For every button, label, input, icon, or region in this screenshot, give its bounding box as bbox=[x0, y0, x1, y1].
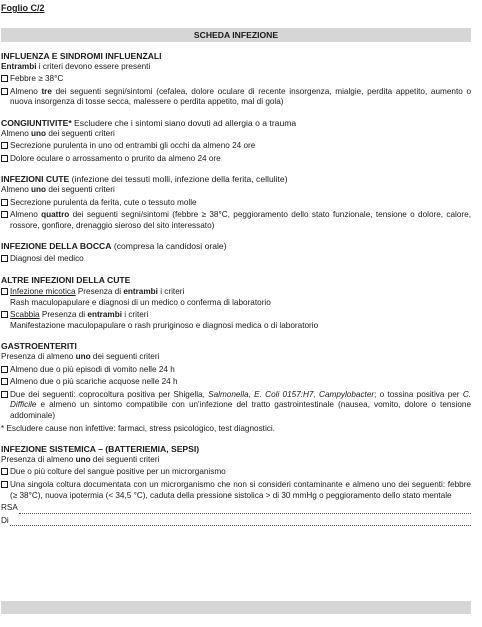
checkbox-icon[interactable] bbox=[1, 142, 8, 149]
section-title-bocca: INFEZIONE DELLA BOCCA (compresa la candidosi orale) bbox=[1, 241, 227, 252]
rsa-label: RSA bbox=[1, 503, 18, 513]
criterion-item[interactable]: Almeno due o più scariche acquose nelle 24 h bbox=[1, 377, 471, 388]
checkbox-icon[interactable] bbox=[1, 391, 8, 398]
di-dotted-line[interactable] bbox=[10, 517, 471, 526]
form-content bbox=[1, 51, 471, 526]
criterion-item[interactable]: Una singola coltura documentata con un microrganismo che non si consideri contaminante e almeno uno dei seguenti: febbre (≥ 38°C), nuova ipotermia (< 34,5 °C), caduta della pressione sistolica > di 30 mmHg o peggioramento dello stato mentale bbox=[1, 480, 471, 501]
criterion-item[interactable]: Scabbia Presenza di entrambi i criteri Manifestazione maculopapulare o rash pruriginoso e diagnosi medica o di laboratorio bbox=[1, 310, 471, 331]
checkbox-icon[interactable] bbox=[1, 155, 8, 162]
section-subtitle: Presenza di almeno uno dei seguenti criteri bbox=[1, 454, 160, 464]
checkbox-icon[interactable] bbox=[1, 211, 8, 218]
di-label: Di bbox=[1, 515, 9, 525]
checkbox-icon[interactable] bbox=[1, 311, 8, 318]
section-subtitle: Entrambi i criteri devono essere presenti bbox=[1, 61, 151, 71]
section-title-influenza: INFLUENZA E SINDROMI INFLUENZALI bbox=[1, 51, 162, 61]
checkbox-icon[interactable] bbox=[1, 378, 8, 385]
section-title-cute: INFEZIONI CUTE (infezione dei tessuti molli, infezione della ferita, cellulite) bbox=[1, 174, 288, 185]
checkbox-icon[interactable] bbox=[1, 199, 8, 206]
criterion-item[interactable]: Diagnosi del medico bbox=[1, 254, 471, 265]
section-title-gastro: GASTROENTERITI bbox=[1, 341, 77, 352]
criterion-item[interactable]: Almeno due o più episodi di vomito nelle 24 h bbox=[1, 365, 471, 376]
checkbox-icon[interactable] bbox=[1, 468, 8, 475]
footer-bar bbox=[1, 601, 471, 614]
section-title-sistemica: INFEZIONE SISTEMICA – (BATTERIEMIA, SEPSI) bbox=[1, 444, 200, 455]
rsa-dotted-line[interactable] bbox=[19, 505, 471, 514]
criterion-item[interactable]: Febbre ≥ 38°C bbox=[1, 74, 471, 85]
section-subtitle: Presenza di almeno uno dei seguenti criteri bbox=[1, 352, 160, 362]
criterion-item[interactable]: Secrezione purulenta da ferita, cute o tessuto molle bbox=[1, 198, 471, 209]
checkbox-icon[interactable] bbox=[1, 88, 8, 95]
checkbox-icon[interactable] bbox=[1, 288, 8, 295]
criterion-item[interactable]: Infezione micotica Presenza di entrambi i criteri Rash maculopapulare e diagnosi di un medico o conferma di laboratorio bbox=[1, 287, 471, 308]
checkbox-icon[interactable] bbox=[1, 75, 8, 82]
rsa-field[interactable] bbox=[1, 503, 471, 514]
criterion-item[interactable]: Due dei seguenti: coprocoltura positiva per Shigella, Salmonella, E. Coli 0157:H7, Campylobacter; o tossina positiva per C. Difficile e almeno un sintomo compatibile con un'infezione del tratto gastrointestinale (nausea, vomito, dolore o tensione addominale) bbox=[1, 390, 471, 422]
checkbox-icon[interactable] bbox=[1, 255, 8, 262]
section-title-altre: ALTRE INFEZIONI DELLA CUTE bbox=[1, 274, 131, 285]
criterion-item[interactable]: Dolore oculare o arrossamento o prurito da almeno 24 ore bbox=[1, 154, 471, 165]
criterion-item[interactable]: Due o più colture del sangue positive per un microrganismo bbox=[1, 467, 471, 478]
criterion-item[interactable]: Almeno quattro dei seguenti segni/sintomi (febbre ≥ 38°C, peggioramento dello stato funzionale, tensione o dolore, calore, rossore, gonfiore, drenaggio sieroso del sito interessato) bbox=[1, 210, 471, 231]
form-title-bar: SCHEDA INFEZIONE bbox=[1, 28, 471, 42]
section-title-congiuntivite: CONGIUNTIVITE* Escludere che i sintomi siano dovuti ad allergia o a trauma bbox=[1, 117, 297, 128]
footnote: * Escludere cause non infettive: farmaci, stress psicologico, test diagnostici. bbox=[1, 423, 275, 433]
section-subtitle: Almeno uno dei seguenti criteri bbox=[1, 128, 115, 138]
section-subtitle: Almeno uno dei seguenti criteri bbox=[1, 184, 115, 194]
sheet-number: Foglio C/2 bbox=[1, 3, 45, 13]
criterion-item[interactable]: Almeno tre dei seguenti segni/sintomi (cefalea, dolore oculare di recente insorgenza, mialgie, perdita appetito, aumento o nuova insorgenza di tosse secca, malessere o perdita appetito, mal di gola) bbox=[1, 87, 471, 108]
checkbox-icon[interactable] bbox=[1, 366, 8, 373]
criterion-item[interactable]: Secrezione purulenta in uno od entrambi gli occhi da almeno 24 ore bbox=[1, 141, 471, 152]
checkbox-icon[interactable] bbox=[1, 481, 8, 488]
di-field[interactable] bbox=[1, 516, 471, 527]
